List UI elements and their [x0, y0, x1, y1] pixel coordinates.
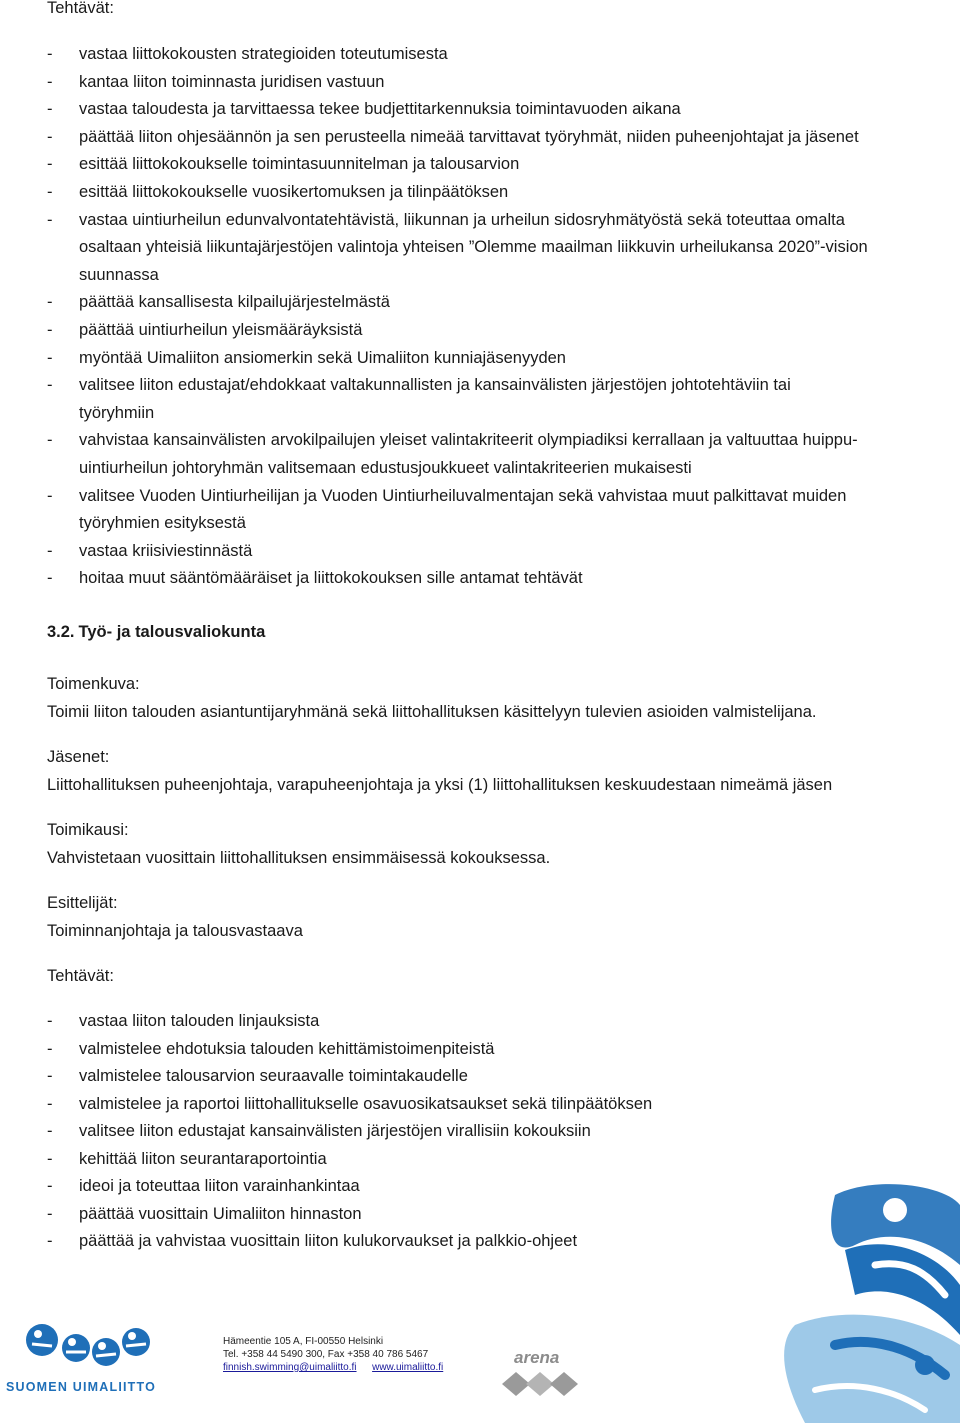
list-item-text: kantaa liiton toiminnasta juridisen vastuun: [79, 73, 385, 91]
list-dash: -: [47, 183, 53, 201]
list-item-text: esittää liittokokoukselle toimintasuunnitelman ja talousarvion: [79, 155, 520, 173]
list-item-continuation: työryhmien esityksestä: [79, 514, 246, 532]
list-dash: -: [47, 293, 53, 311]
list-item-text: valitsee liiton edustajat kansainvälisten järjestöjen virallisiin kokouksiin: [79, 1122, 591, 1140]
list-dash: -: [47, 1095, 53, 1113]
tasks-label-2: Tehtävät:: [47, 967, 114, 985]
list-item-text: vahvistaa kansainvälisten arvokilpailujen yleiset valintakriteerit olympiadiksi kerrallaan ja valtuuttaa huippu-: [79, 431, 858, 449]
footer-phone: Tel. +358 44 5490 300, Fax +358 40 786 5467: [223, 1349, 429, 1360]
list-dash: -: [47, 1067, 53, 1085]
role-text: Toimii liiton talouden asiantuntijaryhmänä sekä liittohallituksen käsittelyyn tulevien asioiden valmistelijana.: [47, 703, 817, 721]
term-text: Vahvistetaan vuosittain liittohallituksen ensimmäisessä kokouksessa.: [47, 849, 551, 867]
uimaliitto-logo: [6, 1318, 182, 1398]
footer-email-link[interactable]: finnish.swimming@uimaliitto.fi: [223, 1362, 357, 1373]
list-item-text: valmistelee ja raportoi liittohallitukselle osavuosikatsaukset sekä tilinpäätöksen: [79, 1095, 653, 1113]
list-dash: -: [47, 1177, 53, 1195]
presenters-text: Toiminnanjohtaja ja talousvastaava: [47, 922, 303, 940]
list-dash: -: [47, 128, 53, 146]
list-item-text: valitsee Vuoden Uintiurheilijan ja Vuoden Uintiurheiluvalmentajan sekä vahvistaa muut palkittavat muiden: [79, 487, 847, 505]
role-label: Toimenkuva:: [47, 675, 140, 693]
tasks-label: Tehtävät:: [47, 0, 114, 17]
sponsor-text: arena: [514, 1348, 560, 1367]
section-heading: [47, 622, 265, 642]
logo-text: SUOMEN UIMALIITTO: [6, 1380, 157, 1394]
section-title: Työ- ja talousvaliokunta: [78, 623, 266, 641]
list-item-continuation: työryhmiin: [79, 404, 155, 422]
list-dash: -: [47, 542, 53, 560]
arena-sponsor-logo: [500, 1348, 580, 1400]
list-item-text: päättää vuosittain Uimaliiton hinnaston: [79, 1205, 362, 1223]
list-dash: -: [47, 1040, 53, 1058]
list-item-text: vastaa uintiurheilun edunvalvontatehtävistä, liikunnan ja urheilun sidosryhmätyöstä sekä toteuttaa omalta: [79, 211, 845, 229]
list-dash: -: [47, 73, 53, 91]
list-item-text: myöntää Uimaliiton ansiomerkin sekä Uimaliiton kunniajäsenyyden: [79, 349, 566, 367]
list-item-text: vastaa liiton talouden linjauksista: [79, 1012, 320, 1030]
list-item-text: esittää liittokokoukselle vuosikertomuksen ja tilinpäätöksen: [79, 183, 509, 201]
list-item-text: päättää liiton ohjesäännön ja sen perusteella nimeää tarvittavat työryhmät, niiden puheenjohtajat ja jäsenet: [79, 128, 859, 146]
list-item-text: päättää ja vahvistaa vuosittain liiton kulukorvaukset ja palkkio-ohjeet: [79, 1232, 578, 1250]
list-item-text: päättää kansallisesta kilpailujärjestelmästä: [79, 293, 390, 311]
list-item-text: vastaa taloudesta ja tarvittaessa tekee budjettitarkennuksia toimintavuoden aikana: [79, 100, 681, 118]
list-dash: -: [47, 321, 53, 339]
list-dash: -: [47, 569, 53, 587]
list-dash: -: [47, 1150, 53, 1168]
list-dash: -: [47, 487, 53, 505]
members-text: Liittohallituksen puheenjohtaja, varapuheenjohtaja ja yksi (1) liittohallituksen keskuudestaan nimeämä jäsen: [47, 776, 833, 794]
list-dash: -: [47, 211, 53, 229]
list-item-text: valmistelee ehdotuksia talouden kehittämistoimenpiteistä: [79, 1040, 495, 1058]
swimmer-graphic-icon: [775, 1175, 960, 1423]
list-dash: -: [47, 349, 53, 367]
list-dash: -: [47, 100, 53, 118]
list-dash: -: [47, 45, 53, 63]
list-item-text: päättää uintiurheilun yleismääräyksistä: [79, 321, 363, 339]
diamond-mark-icon: [500, 1368, 580, 1400]
list-item-text: vastaa liittokokousten strategioiden toteutumisesta: [79, 45, 448, 63]
members-label: Jäsenet:: [47, 748, 110, 766]
list-dash: -: [47, 431, 53, 449]
list-item-continuation: suunnassa: [79, 266, 159, 284]
section-number: 3.2.: [47, 623, 75, 641]
list-dash: -: [47, 1205, 53, 1223]
list-item-text: vastaa kriisiviestinnästä: [79, 542, 253, 560]
list-dash: -: [47, 155, 53, 173]
list-dash: -: [47, 1232, 53, 1250]
footer-website-link[interactable]: www.uimaliitto.fi: [372, 1362, 444, 1373]
list-item-continuation: uintiurheilun johtoryhmän valitsemaan edustusjoukkueet valintakriteerien mukaisesti: [79, 459, 692, 477]
list-item-text: valmistelee talousarvion seuraavalle toimintakaudelle: [79, 1067, 468, 1085]
list-dash: -: [47, 376, 53, 394]
list-item-text: kehittää liiton seurantaraportointia: [79, 1150, 327, 1168]
swimmer-logo-icon: [6, 1318, 182, 1378]
presenters-label: Esittelijät:: [47, 894, 118, 912]
list-item-text: valitsee liiton edustajat/ehdokkaat valtakunnallisten ja kansainvälisten järjestöjen johtotehtäviin tai: [79, 376, 791, 394]
footer-address: Hämeentie 105 A, FI-00550 Helsinki: [223, 1336, 384, 1347]
list-dash: -: [47, 1012, 53, 1030]
term-label: Toimikausi:: [47, 821, 129, 839]
footer-links: [223, 1361, 443, 1374]
list-dash: -: [47, 1122, 53, 1140]
list-item-continuation: osaltaan yhteisiä liikuntajärjestöjen valintoja yhteisen ”Olemme maailman liikkuvin urheilukansa 2020”-vision: [79, 238, 868, 256]
list-item-text: hoitaa muut sääntömääräiset ja liittokokouksen sille antamat tehtävät: [79, 569, 583, 587]
list-item-text: ideoi ja toteuttaa liiton varainhankintaa: [79, 1177, 360, 1195]
